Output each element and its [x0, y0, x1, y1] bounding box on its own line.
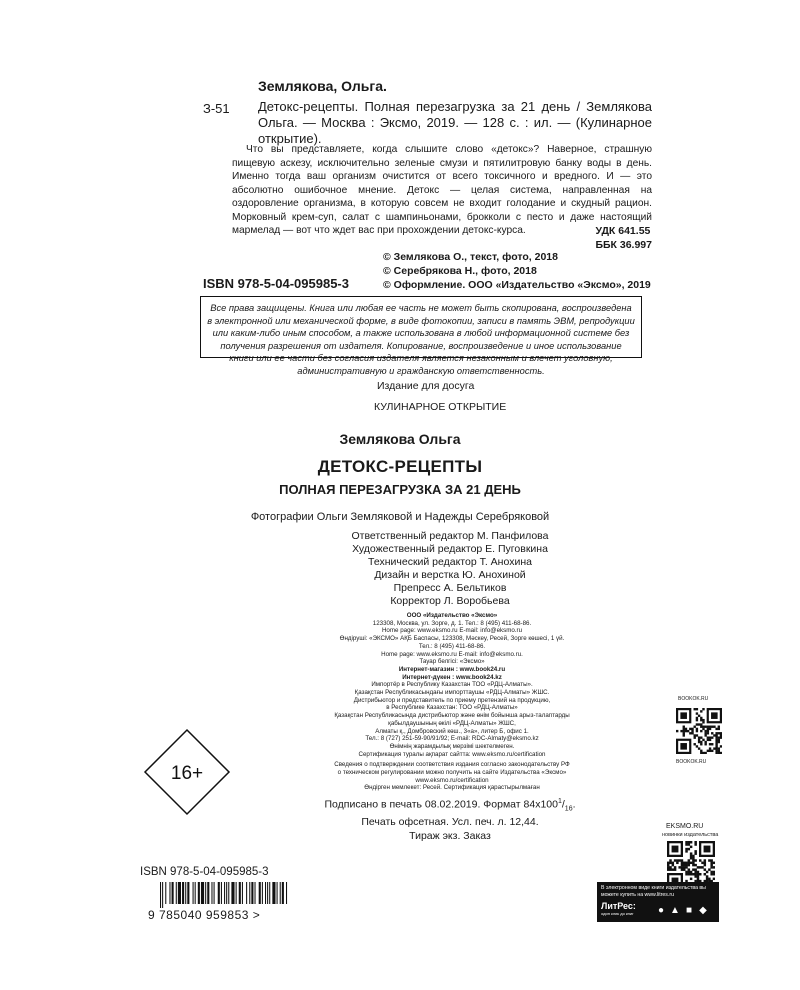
qr-label-top: BOOKOK.RU — [678, 696, 709, 702]
credit-line: Художественный редактор Е. Пуговкина — [352, 543, 548, 555]
credit-line: Препресс А. Бельтиков — [393, 582, 507, 594]
imprint-line: Тел.: 8 (495) 411-68-86. — [418, 642, 486, 650]
imprint-line: Тауар белгісі: «Эксмо» — [419, 658, 485, 666]
imprint-line: Интернет-магазин : www.book24.ru — [398, 665, 506, 673]
rights-notice: Все права защищены. Книга или любая ее часть не может быть скопирована, воспроизведена в электронной или механической форме, в виде фотокопии, записи в память ЭВМ, репродукции или каким-либо иным способом, а также использована в любой информационной системе без получения разрешения от издателя. Копирование, воспроизведение и иное использование книги или ее части без согласия издателя является незаконным и влечет уголовную, административную и гражданскую ответственность. — [200, 296, 642, 358]
android-icon: ▲ — [670, 905, 680, 916]
litres-banner[interactable] — [597, 882, 719, 922]
bib-author: Землякова, Ольга. — [258, 78, 387, 94]
book-subtitle: ПОЛНАЯ ПЕРЕЗАГРУЗКА ЗА 21 ДЕНЬ — [279, 482, 521, 497]
credit-line: Технический редактор Т. Анохина — [368, 556, 532, 568]
credit-line: Ответственный редактор М. Панфилова — [351, 530, 549, 542]
print-line-1: Подписано в печать 08.02.2019. Формат $84x100^1/_{16}$. — [324, 798, 576, 813]
web-icon: ◆ — [699, 905, 707, 916]
litres-text: В электронном виде книги издательства вы можете купить на www.litres.ru — [601, 885, 706, 898]
format-sup: 1 — [557, 798, 562, 805]
imprint-line: Импортёр в Республику Казахстан ТОО «РДЦ-Алматы». — [371, 681, 533, 689]
imprint-line: Өнімнің жарамдылық мерзімі шектелмеген. — [389, 742, 515, 750]
publisher-imprint — [292, 612, 612, 792]
eksmo-label: EKSMO.RU — [666, 823, 704, 830]
book-title: ДЕТОКС-РЕЦЕПТЫ — [317, 457, 483, 476]
barcode-isbn: ISBN 978-5-04-095985-3 — [140, 866, 269, 878]
imprint-line: Қазақстан Республикасындағы импорттаушы «РДЦ-Алматы» ЖШС. — [354, 689, 550, 697]
barcode-bars — [160, 882, 290, 908]
isbn-top: ISBN 978-5-04-095985-3 — [203, 276, 349, 291]
apple-icon: ● — [657, 905, 665, 916]
format-sub: 16 — [564, 805, 573, 813]
qr-code-bookok[interactable] — [676, 708, 722, 754]
imprint-line: қабылдаушының өкілі «РДЦ-Алматы» ЖШС, — [388, 719, 516, 727]
bib-code: З-51 — [203, 101, 230, 116]
bib-description: Детокс-рецепты. Полная перезагрузка за 21 день / Землякова Ольга. — Москва : Эксмо, 2019. — 128 с. : ил. — (Кулинарное открытие). — [258, 99, 652, 146]
format-end: . — [572, 798, 576, 811]
imprint-line: Home page: www.eksmo.ru E-mail: info@eksmo.ru — [381, 627, 523, 635]
imprint-line: Алматы қ., Домбровский көш., 3«а», литер Б, офис 1. — [375, 727, 529, 735]
imprint-line: Дистрибьютор и представитель по приему претензий на продукцию, — [353, 696, 551, 704]
imprint-line: Тел.: 8 (727) 251-59-90/91/92; E-mail: RDC-Almaty@eksmo.kz — [365, 735, 539, 743]
copyright-line: © Землякова О., текст, фото, 2018 — [383, 251, 558, 263]
bbk: ББК 36.997 — [595, 239, 652, 251]
imprint-line: Өндірген мемлекет: Ресей. Сертификация қарастырылмаған — [364, 784, 540, 792]
print-format: Подписано в печать 08.02.2019. Формат 84x100 — [324, 798, 558, 811]
credit-line: Дизайн и верстка Ю. Анохиной — [374, 569, 526, 581]
age-rating — [142, 727, 232, 817]
imprint-line: Home page: www.eksmo.ru E-mail: info@eksmo.ru. — [381, 650, 523, 658]
udk: УДК 641.55 — [595, 225, 651, 237]
windows-icon: ■ — [685, 905, 693, 916]
print-line-2: Печать офсетная. Усл. печ. л. 12,44. — [361, 816, 539, 829]
imprint-line: Интернет-дүкен : www.book24.kz — [402, 673, 502, 681]
copyright-line: © Оформление. ООО «Издательство «Эксмо», 2019 — [383, 279, 651, 291]
eksmo-sub: новинки издательства — [662, 832, 719, 838]
age-rating-text: 16+ — [170, 763, 204, 784]
annotation: Что вы представляете, когда слышите слово «детокс»? Наверное, страшную пищевую аскезу, исключительно зеленые смузи и пятилитровую банку воды в день. Именно тогда ваш организм очистится от всего токсичного и вредного. И — это абсолютно ошибочное мнение. Детокс — целая система, направленная на оздоровление организма, в которую совсем не входит голодание и скудный рацион. Морковный крем-суп, салат с шампиньонами, брокколи с песто и даже настоящий мармелад — вот что ждет вас при прохождении детокс-курса. — [232, 144, 652, 236]
imprint-line: в Республике Казахстан: ТОО «РДЦ-Алматы» — [386, 704, 518, 712]
series-name: КУЛИНАРНОЕ ОТКРЫТИЕ — [374, 401, 507, 413]
imprint-line: о техническом регулировании можно получить на сайте Издательства «Эксмо» — [337, 769, 567, 777]
copyright-line: © Серебрякова Н., фото, 2018 — [383, 265, 537, 277]
photo-credit — [0, 511, 800, 523]
litres-brand: ЛитРес: — [601, 901, 636, 911]
imprint-line: 123308, Москва, ул. Зорге, д. 1. Тел.: 8 (495) 411-68-86. — [372, 619, 532, 627]
imprint-line: ООО «Издательство «Эксмо» — [406, 612, 498, 619]
credit-line: Корректор Л. Воробьева — [390, 595, 510, 607]
imprint-line: Өндіруші: «ЭКСМО» АҚБ Баспасы, 123308, Мәскеу, Ресей, Зорге көшесі, 1 үй. — [339, 635, 565, 643]
imprint-line: Сведения о подтверждении соответствия издания согласно законодательству РФ — [334, 761, 570, 769]
classification — [595, 224, 652, 252]
imprint-author: Землякова Ольга — [339, 431, 461, 447]
print-line-3: Тираж экз. Заказ — [409, 829, 491, 842]
print-info — [290, 795, 610, 843]
barcode-digits: 9 785040 959853 > — [148, 908, 261, 922]
copyright-block — [383, 250, 651, 292]
photo-credit-text: Фотографии Ольги Земляковой и Надежды Серебряковой — [250, 511, 550, 523]
litres-sub: один клик до книг — [601, 911, 634, 916]
imprint-line: Қазақстан Республикасында дистрибьютор және өнім бойынша арыз-талаптарды — [334, 712, 570, 720]
imprint-line: Сертификация туралы ақпарат сайтта: www.eksmo.ru/certification — [358, 750, 546, 758]
edition-type: Издание для досуга — [377, 380, 475, 392]
credits — [300, 530, 600, 608]
imprint-line: www.eksmo.ru/certification — [415, 776, 489, 784]
age-rating-diamond — [142, 727, 232, 817]
qr-label-bottom: BOOKOK.RU — [676, 759, 707, 765]
store-icons — [656, 906, 708, 916]
